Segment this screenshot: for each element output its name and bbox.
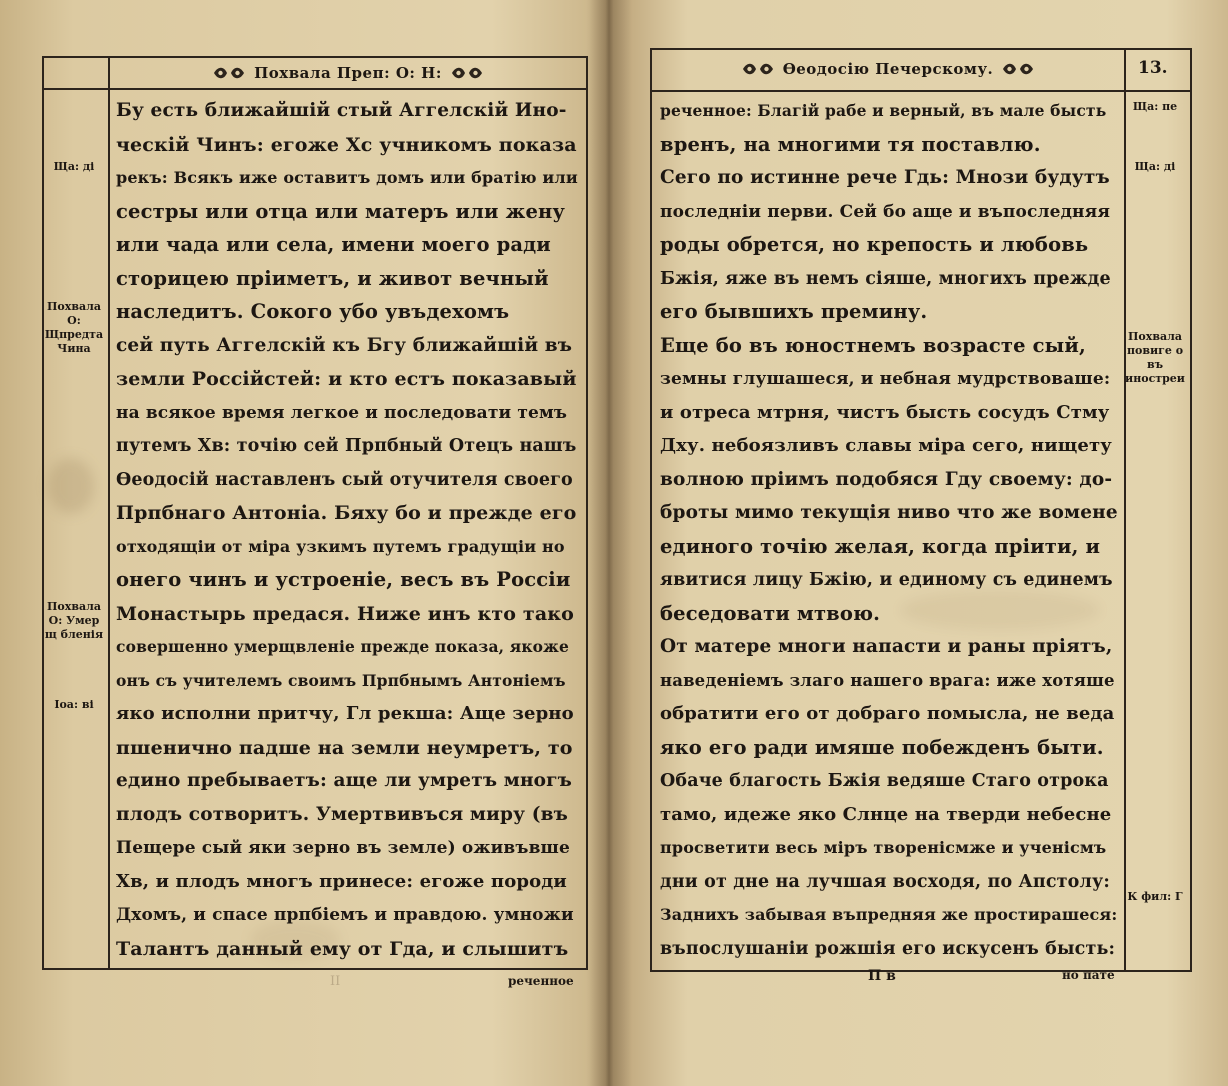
text-line: явитися лицу Бжію, и единому съ единемъ [660, 570, 1113, 590]
text-line: тамо, идеже яко Слнце на тверди небесне [660, 803, 1112, 825]
text-line: Заднихъ забывая въпредняя же простирашеся: [660, 905, 1118, 924]
headpiece-ornament-icon [450, 65, 484, 81]
text-line: онего чинъ и устроеніе, весъ въ Россіи [116, 568, 571, 591]
headpiece-ornament-icon [1001, 61, 1035, 77]
margin-note: Похвала повиге о въ иностреи [1125, 330, 1185, 385]
text-line: дни от дне на лучшая восходя, по Апстолу: [660, 871, 1110, 892]
margin-divider [108, 58, 110, 968]
text-line: онъ съ учителемъ своимъ Прпбнымъ Антоніемъ [116, 670, 566, 690]
headpiece-ornament-icon [212, 65, 246, 81]
text-line: Прпбнаго Антоніа. Бяху бо и прежде его [116, 502, 577, 524]
text-line: сестры или отца или матеръ или жену [116, 199, 566, 223]
text-line: совершенно умерщвленіе прежде показа, якоже [116, 637, 569, 656]
text-line: Дху. небоязливъ славы міра сего, нищету [660, 435, 1112, 456]
left-page-text [116, 96, 578, 966]
text-line: Талантъ данный ему от Гда, и слышитъ [116, 937, 569, 960]
text-line: броты мимо текущія ниво что же вомене [660, 502, 1118, 523]
text-line: роды обрется, но крепость и любовь [660, 233, 1089, 256]
margin-note: Ща: ді [53, 160, 95, 173]
text-line: земли Россійстей: и кто естъ показавый [116, 368, 577, 390]
text-line: на всякое время легкое и последовати темъ [116, 402, 568, 423]
margin-note: Ща: пе [1132, 100, 1178, 113]
margin-note: Похвала О: Щпредта Чина [44, 300, 104, 355]
text-line: едино пребываетъ: аще ли умретъ многъ [116, 770, 572, 791]
text-line: Монастырь предася. Ниже инъ кто тако [116, 602, 574, 625]
text-line: От матере многи напасти и раны пріятъ, [660, 636, 1113, 657]
signature-mark: II [330, 974, 341, 989]
text-line: Сего по истинне рече Гдь: Мнози будутъ [660, 167, 1110, 188]
right-page-text [660, 96, 1118, 968]
text-line: въпослушаніи рожшія его искусенъ бысть: [660, 938, 1116, 959]
right-page-header [652, 56, 1124, 82]
text-line: наведеніемъ злаго нашего врага: иже хотяше [660, 670, 1115, 690]
header-rule [652, 90, 1190, 92]
text-line: ческій Чинъ: егоже Хс учникомъ показа [116, 133, 577, 156]
right-page-frame [650, 48, 1192, 972]
page-number: 13. [1138, 58, 1168, 78]
text-line: беседовати мтвою. [660, 601, 881, 625]
text-line: Дхомъ, и спасе прпбіемъ и правдою. умножи [116, 905, 574, 925]
text-line: последніи перви. Сей бо аще и въпоследняя [660, 201, 1111, 222]
text-line: Еще бо въ юностнемъ возрасте сый, [660, 333, 1086, 357]
margin-divider [1124, 50, 1126, 970]
text-line: его бывшихъ премину. [660, 300, 928, 323]
text-line: вренъ, на многими тя поставлю. [660, 132, 1041, 156]
text-line: и отреса мтрня, чистъ бысть сосудъ Стму [660, 401, 1110, 423]
text-line: наследитъ. Сокого убо увъдехомъ [116, 300, 510, 323]
text-line: земны глушашеся, и небная мудрствоваше: [660, 369, 1111, 389]
text-line: единого точію желая, когда пріити, и [660, 534, 1101, 558]
header-rule [44, 88, 586, 90]
text-line: сторицею пріиметъ, и живот вечный [116, 266, 549, 290]
headpiece-ornament-icon [741, 61, 775, 77]
text-line: путемъ Хв: точію сей Прпбный Отецъ нашъ [116, 436, 577, 456]
text-line: яко его ради имяше побежденъ быти. [660, 735, 1104, 759]
text-line: Бжія, яже въ немъ сіяше, многихъ прежде [660, 268, 1111, 289]
text-line: рекъ: Всякъ иже оставитъ домъ или братію или [116, 168, 578, 187]
text-line: волною пріимъ подобяся Гду своему: до- [660, 468, 1113, 490]
text-line: яко исполни притчу, Гл рекша: Аще зерно [116, 703, 574, 724]
text-line: сей путь Аггелскій къ Бгу ближайшій въ [116, 334, 573, 356]
text-line: пшенично падше на земли неумретъ, то [116, 736, 573, 759]
text-line: обратити его от добраго помысла, не веда [660, 703, 1115, 724]
margin-note: Іоа: ві [54, 698, 94, 711]
text-line: Бу есть ближайшій стый Аггелскій Ино- [116, 100, 567, 121]
text-line: отходящіи от міра узкимъ путемъ градущіи но [116, 536, 565, 556]
running-head: Өеодосію Печерскому. [782, 60, 994, 78]
text-line: Өеодосій наставленъ сый отучителя своего [116, 469, 573, 490]
signature-mark: П в [868, 968, 896, 984]
text-line: плодъ сотворитъ. Умертвивъся миру (въ [116, 803, 568, 825]
left-page-frame [42, 56, 588, 970]
catchword: но пате [1062, 968, 1115, 982]
margin-note: Похвала О: Умер щ бленія [44, 600, 104, 641]
text-line: или чада или села, имени моего ради [116, 233, 551, 256]
text-line: Пещере сый яки зерно въ земле) оживъвше [116, 838, 570, 858]
text-line: Хв, и плодъ многъ принесе: егоже породи [116, 870, 567, 892]
text-line: Обаче благость Бжія ведяше Стаго отрока [660, 771, 1109, 791]
catchword: реченное [508, 974, 574, 988]
text-line: реченное: Благій рабе и верный, въ мале бысть [660, 101, 1107, 120]
running-head: Похвала Преп: О: Н: [254, 64, 442, 82]
margin-note: К фил: Г [1127, 890, 1183, 903]
book-gutter [586, 0, 632, 1086]
text-line: просветити весь міръ творенісмже и ученісмъ [660, 838, 1107, 857]
left-page-header [110, 60, 586, 86]
margin-note: Ща: ді [1134, 160, 1176, 173]
